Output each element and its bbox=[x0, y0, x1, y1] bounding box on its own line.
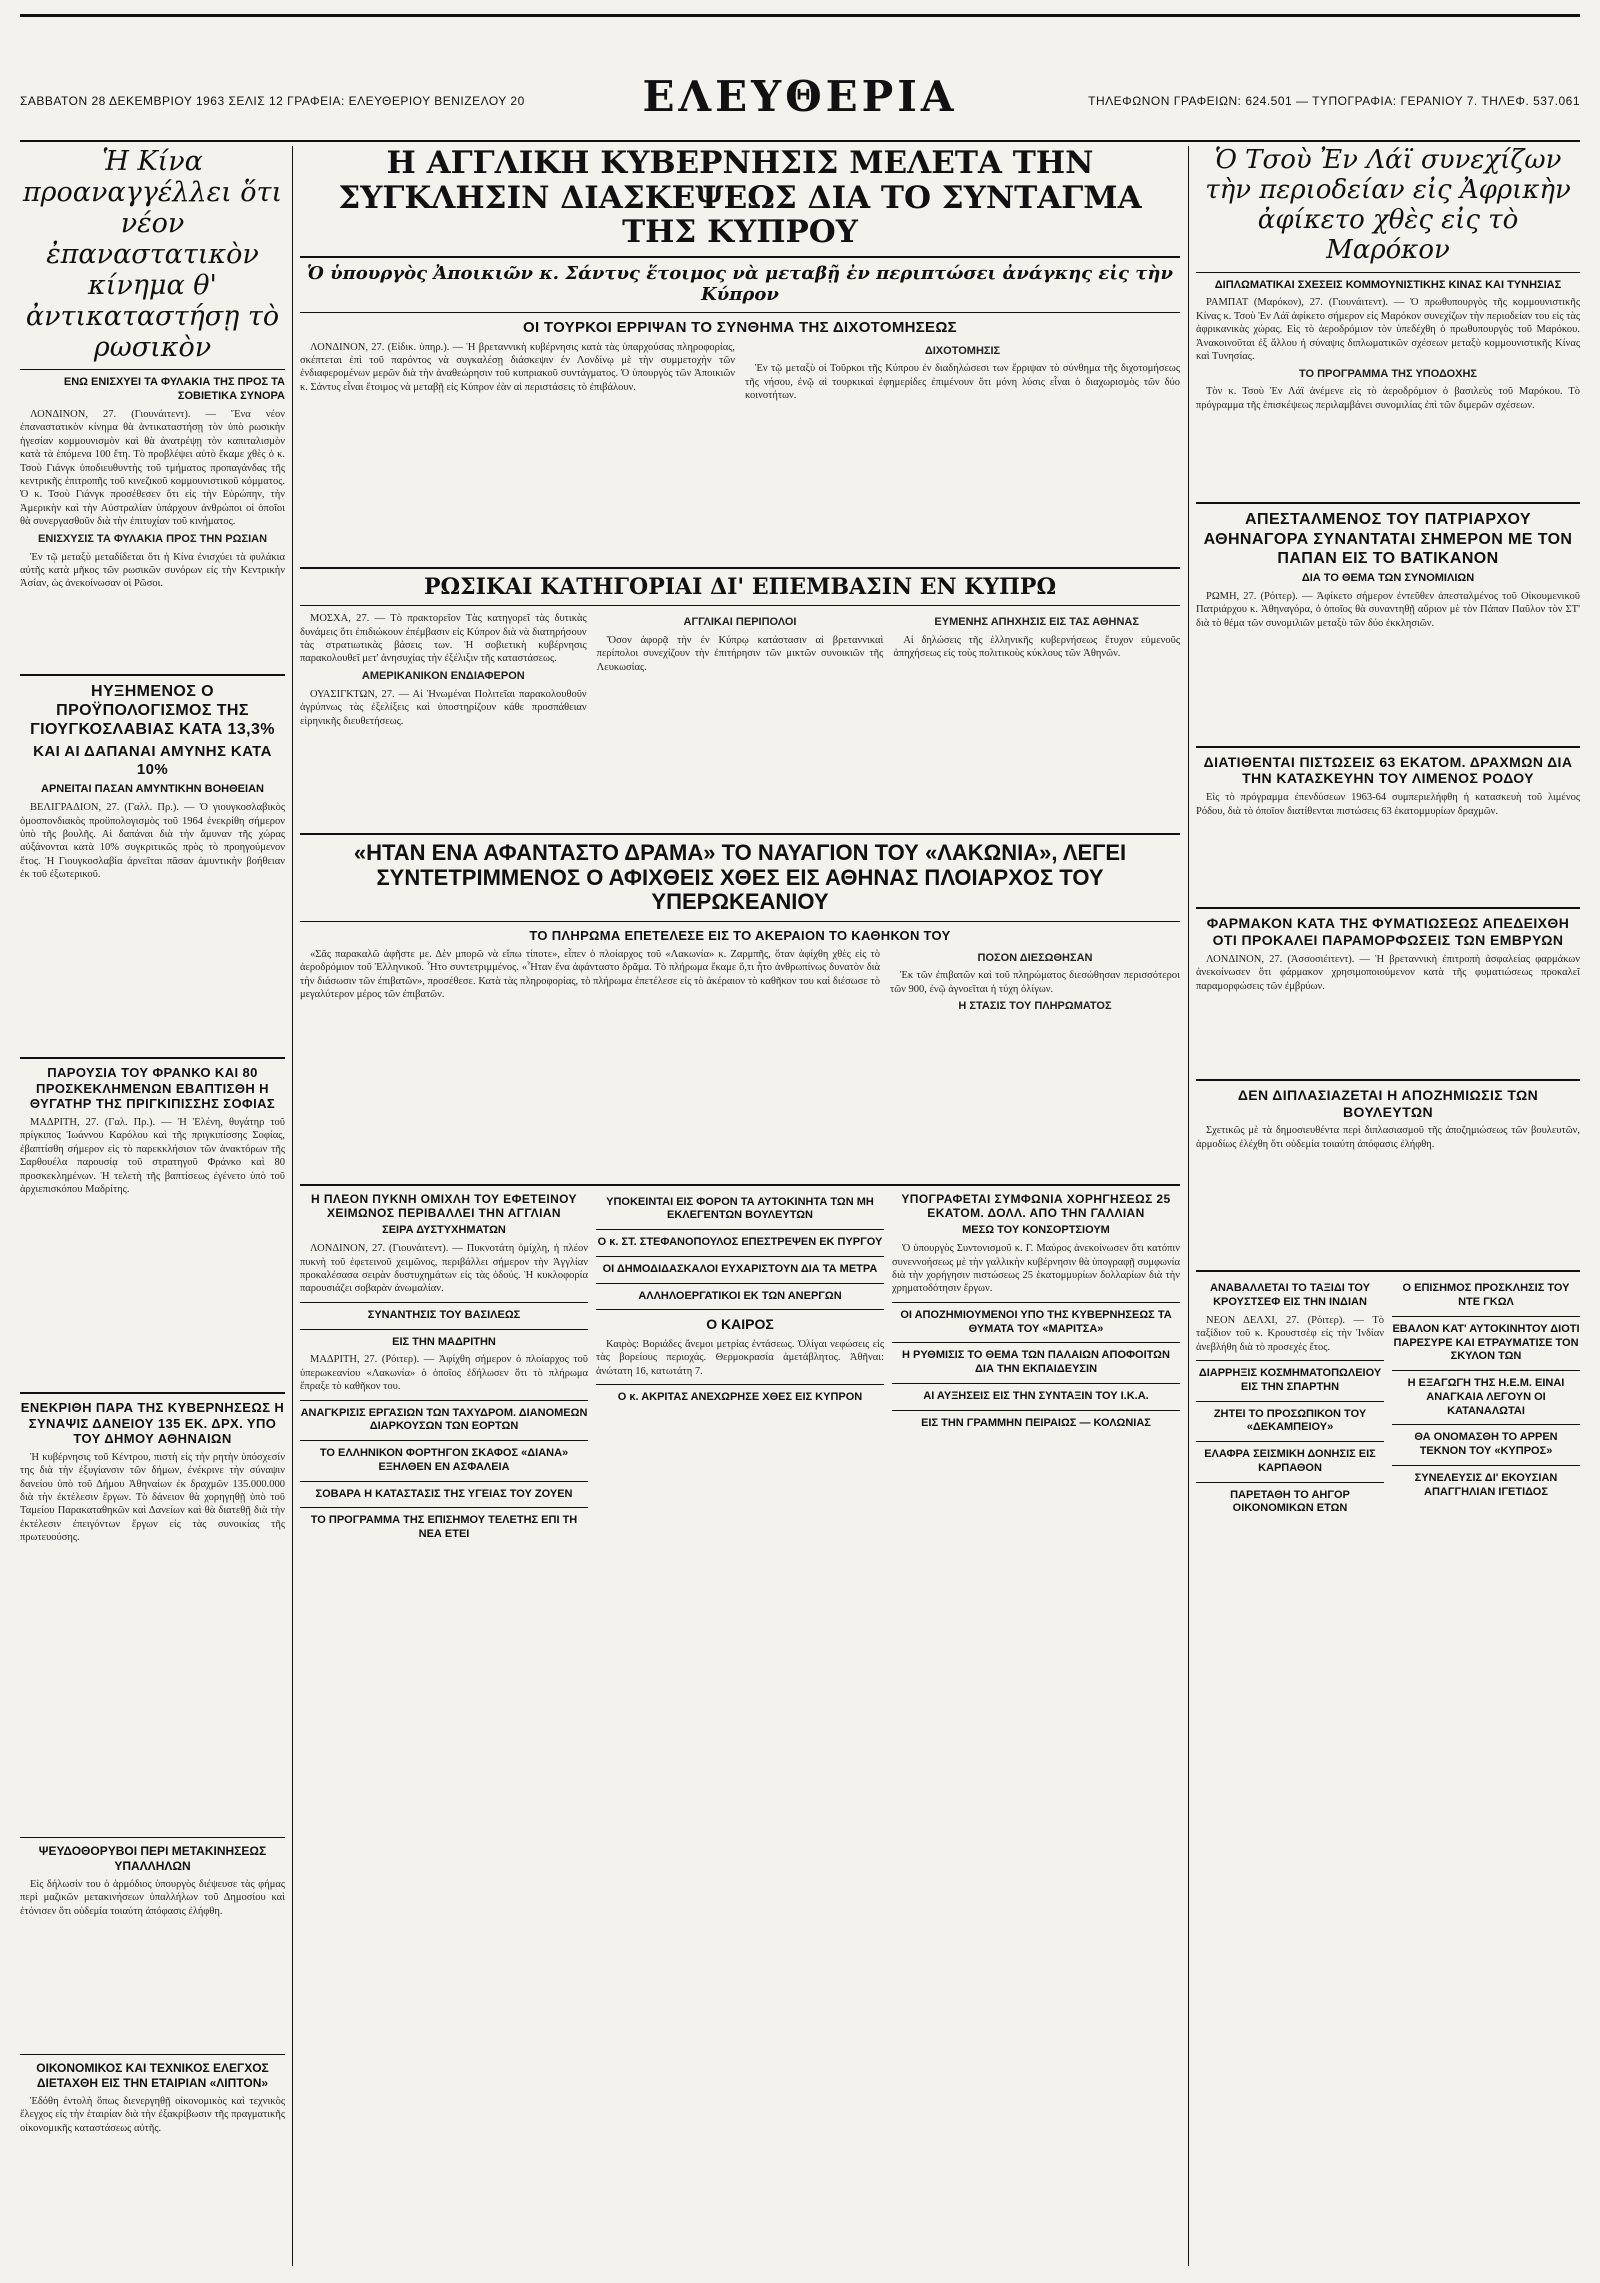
cars-headline: ΥΠΟΚΕΙΝΤΑΙ ΕΙΣ ΦΟΡΟΝ ΤΑ ΑΥΤΟΚΙΝΗΤΑ ΤΩΝ ΜΗ ΕΚΛΕΓΕΝΤΩΝ ΒΟΥΛΕΥΤΩΝ bbox=[606, 1195, 874, 1222]
russian-headline: ΡΩΣΙΚΑΙ ΚΑΤΗΓΟΡΙΑΙ ΔΙ' ΕΠΕΜΒΑΣΙΝ ΕΝ ΚΥΠΡΩ bbox=[423, 573, 1057, 600]
economic-headline: ΟΙΚΟΝΟΜΙΚΟΣ ΚΑΙ ΤΕΧΝΙΚΟΣ ΕΛΕΓΧΟΣ ΔΙΕΤΑΧΘΗ ΕΙΣ ΤΗΝ ΕΤΑΙΡΙΑΝ «ΛΙΠΤΟΝ» bbox=[36, 2060, 269, 2090]
lakonia-headline: «ΗΤΑΝ ΕΝΑ ΑΦΑΝΤΑΣΤΟ ΔΡΑΜΑ» ΤΟ ΝΑΥΑΓΙΟΝ ΤΟΥ «ΛΑΚΩΝΙΑ», ΛΕΓΕΙ ΣΥΝΤΕΤΡΙΜΜΕΝΟΣ Ο ΑΦΙΧΘΕΙΣ ΧΘΕΣ ΕΙΣ ΑΘΗΝΑΣ ΠΛΟΙΑΡΧΟΣ ΤΟΥ ΥΠΕΡΩΚΕΑΝΙΟΥ bbox=[353, 840, 1127, 915]
mps-headline: ΔΕΝ ΔΙΠΛΑΣΙΑΖΕΤΑΙ Η ΑΠΟΖΗΜΙΩΣΙΣ ΤΩΝ ΒΟΥΛΕΥΤΩΝ bbox=[1237, 1086, 1539, 1120]
stance-subhead: Η ΣΤΑΣΙΣ ΤΟΥ ΠΛΗΡΩΜΑΤΟΣ bbox=[958, 1000, 1112, 1013]
ika-headline: ΑΙ ΑΥΞΗΣΕΙΣ ΕΙΣ ΤΗΝ ΣΥΝΤΑΞΙΝ ΤΟΥ Ι.Κ.Α. bbox=[923, 1389, 1149, 1402]
franco-headline: ΠΑΡΟΥΣΙΑ ΤΟΥ ΦΡΑΝΚΟ ΚΑΙ 80 ΠΡΟΣΚΕΚΛΗΜΕΝΩΝ ΕΒΑΠΤΙΣΘΗ Η ΘΥΓΑΤΗΡ ΤΗΣ ΠΡΙΓΚΙΠΙΣΣΗΣ ΣΟΦΙΑΣ bbox=[29, 1065, 276, 1112]
american-article-text: ΟΥΑΣΙΓΚΤΩΝ, 27. — Αἱ Ἡνωμέναι Πολιτεῖαι παρακολουθοῦν ἀγρύπνως τὰς ἐξελίξεις καὶ ὑποστηρίζουν κάθε προσπάθειαν εἰρηνικῆς διευθετήσεως. bbox=[300, 688, 587, 727]
american-subhead: ΑΜΕΡΙΚΑΝΙΚΟΝ ΕΝΔΙΑΦΕΡΟΝ bbox=[361, 669, 525, 682]
franco-article bbox=[20, 1116, 285, 1386]
yugoslavia-headline-2: ΚΑΙ ΑΙ ΔΑΠΑΝΑΙ ΑΜΥΝΗΣ ΚΑΤΑ 10% bbox=[33, 743, 272, 779]
arch-headline: ΘΑ ΟΝΟΜΑΣΘΗ ΤΟ ΑΡΡΕΝ ΤΕΚΝΟΝ ΤΟΥ «ΚΥΠΡΟΣ» bbox=[1414, 1431, 1558, 1458]
justice-headline: ΖΗΤΕΙ ΤΟ ΠΡΟΣΩΠΙΚΟΝ ΤΟΥ «ΔΕΚΑΜΠΕΙΟΥ» bbox=[1213, 1407, 1367, 1434]
reception-article-text: Τὸν κ. Τσοὺ Ἐν Λάϊ ἀνέμενε εἰς τὸ ἀεροδρόμιον ὁ βασιλεὺς τοῦ Μαρόκου. Τὸ πρόγραμμα τῆς ἐπισκέψεως περιλαμβάνει συνομιλίας ἐπὶ τῶν διμερῶν σχέσεων. bbox=[1196, 386, 1580, 411]
drug-article bbox=[1196, 953, 1580, 1073]
dicho-subhead: ΔΙΧΟΤΟΜΗΣΙΣ bbox=[924, 344, 1001, 357]
madrid-article bbox=[300, 1353, 588, 1393]
seism-headline: ΕΛΑΦΡΑ ΣΕΙΣΜΙΚΗ ΔΟΝΗΣΙΣ ΕΙΣ ΚΑΡΠΑΘΟΝ bbox=[1204, 1448, 1376, 1474]
fog-headline: Η ΠΛΕΟΝ ΠΥΚΝΗ ΟΜΙΧΛΗ ΤΟΥ ΕΦΕΤΕΙΝΟΥ ΧΕΙΜΩΝΟΣ ΠΕΡΙΒΑΛΛΕΙ ΤΗΝ ΑΓΓΛΙΑΝ bbox=[311, 1191, 577, 1221]
china-article-text-2: Ἐν τῷ μεταξὺ μεταδίδεται ὅτι ἡ Κίνα ἐνισχύει τὰ φυλάκια αὐτῆς κατὰ μῆκος τῶν ρωσικῶν συνόρων εἰς τὴν Κεντρικὴν Ἀσίαν, ὡς ἀνεκοίνωσαν οἱ Ρῶσοι. bbox=[20, 551, 285, 590]
loan-article-text: Ἡ κυβέρνησις τοῦ Κέντρου, πιστὴ εἰς τὴν ρητὴν ὑπόσχεσίν της διὰ τὴν ἐξυγίανσιν τῶν δήμων, ἐνέκρινε τὴν σύναψιν δανείου ὑπὸ τοῦ Δήμου Ἀθηναίων ἐκ δραχμῶν 135.000.000 διὰ τὴν ἐκτέλεσιν ἔργων. Τὸ δάνειον θὰ χορηγηθῇ ὑπὸ τοῦ Ταμείου Παρακαταθηκῶν καὶ Δανείων καὶ θὰ διατεθῇ διὰ τὴν ἐκτέλεσιν ἐπειγόντων ἔργων εἰς τὰς συνοικίας τῆς πρωτευούσης. bbox=[20, 1451, 285, 1544]
lakonia-side-col bbox=[890, 948, 1180, 1178]
rumors-article-text: Εἰς δήλωσίν του ὁ ἁρμόδιος ὑπουργὸς διέψευσε τὰς φήμας περὶ μαζικῶν μετακινήσεων ὑπαλλήλων τοῦ Δημοσίου καὶ ἐτόνισεν ὅτι οὐδεμία τοιαύτη ἀπόφασις ἐλήφθη. bbox=[20, 1878, 285, 1917]
patrol-article-text: Ὅσον ἀφορᾷ τὴν ἐν Κύπρῳ κατάστασιν αἱ βρεταννικαὶ περίπολοι συνεχίζουν τὴν ἐπιτήρησιν τῶν μικτῶν συνοικιῶν τῆς Λευκωσίας. bbox=[596, 634, 884, 673]
newspaper-title: ΕΛΕΥΘΕΡΙΑ bbox=[642, 72, 958, 121]
rhodes-article bbox=[1196, 791, 1580, 901]
king-health-headline: ΣΟΒΑΡΑ Η ΚΑΤΑΣΤΑΣΙΣ ΤΗΣ ΥΓΕΙΑΣ ΤΟΥ ΖΟΥΕΝ bbox=[315, 1487, 573, 1500]
patriarch-headline: ΑΠΕΣΤΑΛΜΕΝΟΣ ΤΟΥ ΠΑΤΡΙΑΡΧΟΥ ΑΘΗΝΑΓΟΡΑ ΣΥΝΑΝΤΑΤΑΙ ΣΗΜΕΡΟΝ ΜΕ ΤΟΝ ΠΑΠΑΝ ΕΙΣ ΤΟ ΒΑΤΙΚΑΝΟΝ bbox=[1203, 511, 1573, 567]
embassy-subhead: ΕΥΜΕΝΗΣ ΑΠΗΧΗΣΙΣ ΕΙΣ ΤΑΣ ΑΘΗΝΑΣ bbox=[934, 616, 1139, 629]
right-lower-col-2 bbox=[1392, 1278, 1580, 2098]
dicho-article-text: Ἐν τῷ μεταξὺ οἱ Τοῦρκοι τῆς Κύπρου ἐν διαδηλώσεσι των ἔρριψαν τὸ σύνθημα τῆς διχοτομήσεως τῆς νήσου, ἐνῷ αἱ τουρκικαὶ ἐφημερίδες ἐπιμένουν ὅτι μόνη λύσις εἶναι ὁ διαχωρισμὸς τῶν δύο κοινοτήτων. bbox=[745, 363, 1180, 402]
rhodes-headline: ΔΙΑΤΙΘΕΝΤΑΙ ΠΙΣΤΩΣΕΙΣ 63 ΕΚΑΤΟΜ. ΔΡΑΧΜΩΝ ΔΙΑ ΤΗΝ ΚΑΤΑΣΚΕΥΗΝ ΤΟΥ ΛΙΜΕΝΟΣ ΡΟΔΟΥ bbox=[1203, 753, 1573, 787]
mps-article-text: Σχετικῶς μὲ τὰ δημοσιευθέντα περὶ διπλασιασμοῦ τῆς ἀποζημιώσεως τῶν βουλευτῶν, ἁρμοδίως ἐλέχθη ὅτι οὐδεμία τοιαύτη ἀπόφασις ἐλήφθη. bbox=[1196, 1125, 1580, 1150]
unions-headline: ΣΥΝΕΛΕΥΣΙΣ ΔΙ' ΕΚΟΥΣΙΑΝ ΑΠΑΓΓΗΛΙΑΝ ΙΓΕΤΙΔΟΣ bbox=[1414, 1471, 1558, 1498]
towers-headline: Ο κ. ΣΤ. ΣΤΕΦΑΝΟΠΟΥΛΟΣ ΕΠΕΣΤΡΕΨΕΝ ΕΚ ΠΥΡΓΟΥ bbox=[597, 1236, 883, 1249]
embassy-article-text: Αἱ δηλώσεις τῆς ἑλληνικῆς κυβερνήσεως ἔτυχον εὐμενοῦς ἀπηχήσεως εἰς τοὺς πολιτικοὺς κύκλους τῶν Ἀθηνῶν. bbox=[893, 634, 1180, 660]
lakonia-article-text: «Σᾶς παρακαλῶ ἀφῆστε με. Δὲν μπορῶ νὰ εἴπω τίποτε», εἶπεν ὁ πλοίαρχος τοῦ «Λακωνία» κ. Ζαρμπῆς, ὅταν ἀφίχθη χθὲς εἰς τὸ ἀεροδρόμιον τοῦ Ἑλληνικοῦ. Ἦτο συντετριμμένος. «Ἦταν ἕνα ἀφάνταστο δρᾶμα. Τὸ πλήρωμα ἔκαμε ὅ,τι ἦτο ἀνθρωπίνως δυνατὸν διὰ τὴν διάσωσιν τῶν ἐπιβατῶν», προσέθεσε. Κατὰ τὰς πληροφορίας, τὸ πλήρωμα ἐπετέλεσε εἰς τὸ ἀκέραιον τὸ καθῆκον του καὶ διέσωσε τὸ μεγαλύτερον μέρος τῶν ἐπιβατῶν. bbox=[300, 948, 880, 1000]
deadline-headline: ΠΑΡΕΤΑΘΗ ΤΟ ΑΗΓΟΡ ΟΙΚΟΝΟΜΙΚΩΝ ΕΤΩΝ bbox=[1230, 1488, 1350, 1515]
rhodes-article-text: Εἰς τὸ πρόγραμμα ἐπενδύσεων 1963-64 συμπεριελήφθη ἡ κατασκευὴ τοῦ λιμένος Ρόδου, διὰ τὸ ὁποῖον διατίθενται πιστώσεις 63 ἑκατομμυρίων δραχμῶν. bbox=[1196, 792, 1580, 817]
line-headline: ΕΙΣ ΤΗΝ ΓΡΑΜΜΗΝ ΠΕΙΡΑΙΩΣ — ΚΟΛΩΝΙΑΣ bbox=[921, 1416, 1151, 1429]
dicho-article-col bbox=[745, 341, 1180, 561]
rumors-headline: ΨΕΥΔΟΘΟΡΥΒΟΙ ΠΕΡΙ ΜΕΤΑΚΙΝΗΣΕΩΣ ΥΠΑΛΛΗΛΩΝ bbox=[38, 1843, 267, 1873]
yugoslavia-article bbox=[20, 801, 285, 1051]
nem-headline: Η ΕΞΑΓΩΓΗ ΤΗΣ Η.Ε.Μ. ΕΙΝΑΙ ΑΝΑΓΚΑΙΑ ΛΕΓΟΥΝ ΟΙ ΚΑΤΑΝΑΛΩΤΑΙ bbox=[1407, 1377, 1565, 1417]
lakonia-article-col bbox=[300, 948, 880, 1178]
degaulle-headline: Ο ΕΠΙΣΗΜΟΣ ΠΡΟΣΚΛΗΣΙΣ ΤΟΥ ΝΤΕ ΓΚΩΛ bbox=[1402, 1282, 1570, 1309]
weather-article-text: Καιρὸς: Βοριάδες ἄνεμοι μετρίας ἐντάσεως. Ὀλίγαι νεφώσεις εἰς τὰς βορείους περιοχάς. Θερμοκρασία ἀμετάβλητος. Ἀθῆναι: ἀνώτατη 16, κατωτάτη 7. bbox=[596, 1338, 884, 1377]
dog-car-headline: ΕΒΑΛΟΝ ΚΑΤ' ΑΥΤΟΚΙΝΗΤΟΥ ΔΙΟΤΙ ΠΑΡΕΣΥΡΕ ΚΑΙ ΕΤΡΑΥΜΑΤΙΣΕ ΤΟΝ ΣΚΥΛΟΝ ΤΩΝ bbox=[1392, 1322, 1580, 1363]
lakonia-article bbox=[300, 948, 1180, 1178]
chou-article bbox=[1196, 296, 1580, 496]
demo-headline: ΟΙ ΔΗΜΟΔΙΔΑΣΚΑΛΟΙ ΕΥΧΑΡΙΣΤΟΥΝ ΔΙΑ ΤΑ ΜΕΤΡΑ bbox=[602, 1262, 878, 1275]
top-rule bbox=[20, 14, 1580, 17]
masthead-date-info: ΣΑΒΒΑΤΟΝ 28 ΔΕΚΕΜΒΡΙΟΥ 1963 ΣΕΛΙΣ 12 ΓΡΑΦΕΙΑ: ΕΛΕΥΘΕΡΙΟΥ ΒΕΝΙΖΕΛΟΥ 20 bbox=[20, 94, 525, 108]
patriarch-article-text: ΡΩΜΗ, 27. (Ρόιτερ). — Ἀφίκετο σήμερον ἐντεῦθεν ἀπεσταλμένος τοῦ Οἰκουμενικοῦ Πατριάρχου κ. Ἀθηναγόρα, ὁ ὁποῖος θὰ συναντηθῇ αὔριον μὲ τὸν Πάπαν Παῦλον τὸν ΣΤ' διὰ τὸ θέμα τῶν συνομιλιῶν μεταξὺ τῶν δύο ἐκκλησιῶν. bbox=[1196, 590, 1580, 629]
madrid-subhead: ΕΙΣ ΤΗΝ ΜΑΔΡΙΤΗΝ bbox=[392, 1335, 496, 1348]
patrol-article-col bbox=[597, 612, 884, 827]
fog-article-text: ΛΟΝΔΙΝΟΝ, 27. (Γιουνάιτεντ). — Πυκνοτάτη ὀμίχλη, ἡ πλέον πυκνὴ τοῦ ἐφετεινοῦ χειμῶνος, περιβάλλει σήμερον τὴν Ἀγγλίαν προκαλέσασα σειρὰν δυστυχημάτων εἰς τὰς ὁδούς. Ἡ κυκλοφορία παρουσιάζει σοβαρὰν ἀνωμαλίαν. bbox=[300, 1243, 588, 1295]
cyprus-article-text: ΛΟΝΔΙΝΟΝ, 27. (Εἰδικ. ὑπηρ.). — Ἡ βρεταννικὴ κυβέρνησις κατὰ τὰς ὑπαρχούσας πληροφορίας, σκέπτεται ἐπὶ τοῦ παρόντος νὰ συγκαλέσῃ διάσκεψιν ἐν Λονδίνῳ μὲ τὴν συμμετοχὴν τῶν ἐνδιαφερομένων μερῶν διὰ τὴν ἀναθεώρησιν τοῦ κυπριακοῦ συντάγματος. Ὁ ὑπουργὸς τῶν Ἀποικιῶν κ. Σάντυς εἶναι ἕτοιμος νὰ μεταβῇ εἰς Κύπρον ἐὰν αἱ περιστάσεις τὸ ἐπιβάλουν. bbox=[300, 341, 735, 393]
center-lower-col-2 bbox=[596, 1192, 884, 2283]
chou-headline: Ὁ Τσοὺ Ἐν Λάϊ συνεχίζων τὴν περιοδείαν εἰς Ἀφρικὴν ἀφίκετο χθὲς εἰς τὸ Μαρόκον bbox=[1205, 145, 1571, 265]
russian-article bbox=[300, 612, 1180, 827]
india-headline: ΑΝΑΒΑΛΛΕΤΑΙ ΤΟ ΤΑΞΙΔΙ ΤΟΥ ΚΡΟΥΣΤΣΕΦ ΕΙΣ ΤΗΝ ΙΝΔΙΑΝ bbox=[1210, 1282, 1370, 1309]
sparta-headline: ΔΙΑΡΡΗΞΙΣ ΚΟΣΜΗΜΑΤΟΠΩΛΕΙΟΥ ΕΙΣ ΤΗΝ ΣΠΑΡΤΗΝ bbox=[1198, 1367, 1382, 1393]
column-rule bbox=[292, 146, 293, 2266]
china-subhead-2: ΕΝΙΣΧΥΣΙΣ ΤΑ ΦΥΛΑΚΙΑ ΠΡΟΣ ΤΗΝ ΡΩΣΙΑΝ bbox=[37, 532, 268, 545]
madrid-article-text: ΜΑΔΡΙΤΗ, 27. (Ρόιτερ). — Ἀφίχθη σήμερον ὁ πλοίαρχος τοῦ ὑπερωκεανίου «Λακωνία» ὁ ὁποῖος ἐδήλωσεν ὅτι τὸ πλήρωμα ἔπραξε τὸ καθῆκον του. bbox=[300, 1354, 588, 1393]
center-lower-col-3 bbox=[892, 1192, 1180, 2283]
yugoslavia-article-text: ΒΕΛΙΓΡΑΔΙΟΝ, 27. (Γαλλ. Πρ.). — Ὁ γιουγκοσλαβικὸς ὁμοσπονδιακὸς προϋπολογισμὸς τοῦ 1964 ἐνεκρίθη σήμερον ὑπὸ τῆς βουλῆς. Αἱ δαπάναι διὰ τὴν ἄμυναν τῆς χώρας αὐξάνονται κατὰ 10% συγκριτικῶς πρὸς τὸ προηγούμενον ἔτος. Ἡ Γιουγκοσλαβία ἀρνεῖται πᾶσαν ἀμυντικὴν βοήθειαν ἐκ τοῦ ἐξωτερικοῦ. bbox=[20, 802, 285, 881]
china-subhead: ΕΝΩ ΕΝΙΣΧΥΕΙ ΤΑ ΦΥΛΑΚΙΑ ΤΗΣ ΠΡΟΣ ΤΑ ΣΟΒΙΕΤΙΚΑ ΣΥΝΟΡΑ bbox=[63, 376, 285, 403]
lakonia-subhead: ΤΟ ΠΛΗΡΩΜΑ ΕΠΕΤΕΛΕΣΕ ΕΙΣ ΤΟ ΑΚΕΡΑΙΟΝ ΤΟ ΚΑΘΗΚΟΝ ΤΟΥ bbox=[529, 928, 951, 944]
weather-headline: Ο ΚΑΙΡΟΣ bbox=[706, 1316, 774, 1333]
mutual-headline: ΑΛΛΗΛΟΕΡΓΑΤΙΚΟΙ ΕΚ ΤΩΝ ΑΝΕΡΓΩΝ bbox=[638, 1289, 842, 1302]
franco-article-text: ΜΑΔΡΙΤΗ, 27. (Γαλ. Πρ.). — Ἡ Ἑλένη, θυγάτηρ τοῦ πρίγκιπος Ἰωάννου Καρόλου καὶ τῆς πριγκιπίσσης Σοφίας, ἐβαπτίσθη σήμερον εἰς τὸ παρεκκλήσιον τῶν ἀνακτόρων τῆς Σαρθουέλα παρουσίᾳ τοῦ στρατηγοῦ Φράνκο καὶ 80 προσκεκλημένων. Ἡ τελετὴ τῆς βαπτίσεως ἐγένετο ὑπὸ τοῦ ἀρχιεπισκόπου Μαδρίτης. bbox=[20, 1116, 285, 1196]
drug-headline: ΦΑΡΜΑΚΟΝ ΚΑΤΑ ΤΗΣ ΦΥΜΑΤΙΩΣΕΩΣ ΑΠΕΔΕΙΧΘΗ ΟΤΙ ΠΡΟΚΑΛΕΙ ΠΑΡΑΜΟΡΦΩΣΕΙΣ ΤΩΝ ΕΜΒΡΥΩΝ bbox=[1206, 915, 1570, 949]
greek-mail-headline: ΑΝΑΓΚΡΙΣΙΣ ΕΡΓΑΣΙΩΝ ΤΩΝ ΤΑΧΥΔΡΟΜ. ΔΙΑΝΟΜΕΩΝ ΔΙΑΡΚΟΥΣΩΝ ΤΩΝ ΕΟΡΤΩΝ bbox=[300, 1406, 588, 1433]
cyprus-article bbox=[300, 341, 1180, 561]
money-subhead: ΠΟΣΟΝ ΔΙΕΣΩΘΗΣΑΝ bbox=[977, 951, 1093, 964]
masthead bbox=[20, 14, 1580, 142]
pension-headline: Η ΡΥΘΜΙΣΙΣ ΤΟ ΘΕΜΑ ΤΩΝ ΠΑΛΑΙΩΝ ΑΠΟΦΟΙΤΩΝ ΔΙΑ ΤΗΝ ΕΚΠΑΙΔΕΥΣΙΝ bbox=[902, 1349, 1170, 1376]
turks-headline: ΟΙ ΤΟΥΡΚΟΙ ΕΡΡΙΨΑΝ ΤΟ ΣΥΝΘΗΜΑ ΤΗΣ ΔΙΧΟΤΟΜΗΣΕΩΣ bbox=[523, 318, 957, 336]
cyprus-main-subhead: Ὁ ὑπουργὸς Ἀποικιῶν κ. Σάντυς ἕτοιμος νὰ μεταβῇ ἐν περιπτώσει ἀνάγκης εἰς τὴν Κύπρον bbox=[307, 263, 1173, 305]
patriarch-article bbox=[1196, 590, 1580, 740]
chou-article-text: ΡΑΜΠΑΤ (Μαρόκον), 27. (Γιουνάιτεντ). — Ὁ πρωθυπουργὸς τῆς κομμουνιστικῆς Κίνας κ. Τσοὺ Ἐν Λάϊ ἀφίκετο σήμερον εἰς Μαρόκον συνεχίζων τὴν περιοδείαν του εἰς τὰς ἀφρικανικὰς χώρας. Εἰς τὸ ἀεροδρόμιον τὸν ὑπεδέχθη ὁ πρωθυπουργὸς τοῦ Μαρόκου. Ἀνακοινοῦται ἐξ ἄλλου ἡ σύναψις διπλωματικῶν σχέσεων μεταξὺ κομμουνιστικῆς Κίνας καὶ Τυνησίας. bbox=[1196, 297, 1580, 363]
china-article bbox=[20, 408, 285, 668]
mps-article bbox=[1196, 1124, 1580, 1264]
india-article bbox=[1196, 1314, 1384, 1354]
program-headline: ΤΟ ΠΡΟΓΡΑΜΜΑ ΤΗΣ ΕΠΙΣΗΜΟΥ ΤΕΛΕΤΗΣ ΕΠΙ ΤΗ ΝΕΑ ΕΤΕΙ bbox=[310, 1514, 578, 1541]
akritas-headline: Ο κ. ΑΚΡΙΤΑΣ ΑΝΕΧΩΡΗΣΕ ΧΘΕΣ ΕΙΣ ΚΥΠΡΟΝ bbox=[617, 1391, 863, 1404]
economic-article bbox=[20, 2095, 285, 2255]
right-lower-col-1 bbox=[1196, 1278, 1384, 2098]
yugoslavia-headline: ΗΥΞΗΜΕΝΟΣ Ο ΠΡΟΫΠΟΛΟΓΙΣΜΟΣ ΤΗΣ ΓΙΟΥΓΚΟΣΛΑΒΙΑΣ ΚΑΤΑ 13,3% bbox=[30, 682, 275, 739]
patrol-subhead: ΑΓΓΛΙΚΑΙ ΠΕΡΙΠΟΛΟΙ bbox=[683, 616, 797, 629]
russian-article-col bbox=[300, 612, 587, 827]
patriarch-subhead: ΔΙΑ ΤΟ ΘΕΜΑ ΤΩΝ ΣΥΝΟΜΙΛΙΩΝ bbox=[1301, 571, 1475, 584]
column-rule bbox=[1188, 146, 1189, 2266]
center-column bbox=[300, 146, 1180, 2283]
newspaper-page bbox=[20, 14, 1580, 2269]
embassy-article-col bbox=[893, 612, 1180, 827]
china-headline: Ἡ Κίνα προαναγγέλλει ὅτι νέον ἐπαναστατικὸν κίνημα θ' ἀντικαταστήσῃ τὸ ρωσικὸν bbox=[22, 146, 283, 364]
reception-subhead: ΤΟ ΠΡΟΓΡΑΜΜΑ ΤΗΣ ΥΠΟΔΟΧΗΣ bbox=[1298, 367, 1478, 380]
king-subhead: ΣΥΝΑΝΤΗΣΙΣ ΤΟΥ ΒΑΣΙΛΕΩΣ bbox=[367, 1308, 521, 1321]
france-article bbox=[892, 1242, 1180, 1296]
chou-subhead: ΔΙΠΛΩΜΑΤΙΚΑΙ ΣΧΕΣΕΙΣ ΚΟΜΜΟΥΝΙΣΤΙΚΗΣ ΚΙΝΑΣ ΚΑΙ ΤΥΝΗΣΙΑΣ bbox=[1214, 278, 1562, 291]
center-lower-grid bbox=[300, 1192, 1180, 2283]
russian-article-text: ΜΟΣΧΑ, 27. — Τὸ πρακτορεῖον Τὰς κατηγορεῖ τὰς δυτικὰς δυνάμεις ὅτι ἐπιδιώκουν ἐπέμβασιν εἰς Κύπρον διὰ νὰ διατηρήσουν τὰς στρατιωτικὰς βάσεις των. Ἡ σοβιετικὴ κυβέρνησις παρακολουθεῖ μετ' ἀνησυχίας τὴν ἐξέλιξιν τῆς καταστάσεως. bbox=[300, 613, 587, 665]
france-headline: ΥΠΟΓΡΑΦΕΤΑΙ ΣΥΜΦΩΝΙΑ ΧΟΡΗΓΗΣΕΩΣ 25 ΕΚΑΤΟΜ. ΔΟΛΛ. ΑΠΟ ΤΗΝ ΓΑΛΛΙΑΝ bbox=[901, 1191, 1171, 1221]
cyprus-main-headline: Η ΑΓΓΛΙΚΗ ΚΥΒΕΡΝΗΣΙΣ ΜΕΛΕΤΑ ΤΗΝ ΣΥΓΚΛΗΣΙΝ ΔΙΑΣΚΕΨΕΩΣ ΔΙΑ ΤΟ ΣΥΝΤΑΓΜΑ ΤΗΣ ΚΥΠΡΟΥ bbox=[338, 145, 1142, 251]
france-article-text: Ὁ ὑπουργὸς Συντονισμοῦ κ. Γ. Μαύρος ἀνεκοίνωσεν ὅτι κατόπιν συνεννοήσεως μὲ τὴν γαλλικὴν κυβέρνησιν θὰ ὑπογραφῇ συμφωνία διὰ τὴν χορήγησιν πιστώσεως 25 ἑκατομμυρίων δολλαρίων διὰ τὴν χρηματοδότησιν ἔργων. bbox=[892, 1243, 1180, 1295]
drug-article-text: ΛΟΝΔΙΝΟΝ, 27. (Ἀσσοσιέιτεντ). — Ἡ βρεταννικὴ ἐπιτροπὴ ἀσφαλείας φαρμάκων ἀνεκοίνωσεν ὅτι φάρμακον χρησιμοποιούμενον κατὰ τῆς φυματιώσεως προκαλεῖ παραμορφώσεις τῶν ἐμβρύων. bbox=[1196, 953, 1580, 992]
france-subhead: ΜΕΣΩ ΤΟΥ ΚΟΝΣΟΡΤΣΙΟΥΜ bbox=[962, 1224, 1110, 1237]
money-article-text: Ἐκ τῶν ἐπιβατῶν καὶ τοῦ πληρώματος διεσώθησαν περισσότεροι τῶν 900, ἐνῷ ἀγνοεῖται ἡ τύχη ὀλίγων. bbox=[890, 970, 1180, 995]
cyprus-article-col bbox=[300, 341, 735, 561]
center-lower-col-1 bbox=[300, 1192, 588, 2283]
weather-article bbox=[596, 1338, 884, 1378]
loan-headline: ΕΝΕΚΡΙΘΗ ΠΑΡΑ ΤΗΣ ΚΥΒΕΡΝΗΣΕΩΣ Η ΣΥΝΑΨΙΣ ΔΑΝΕΙΟΥ 135 ΕΚ. ΔΡΧ. ΥΠΟ ΤΟΥ ΔΗΜΟΥ ΑΘΗΝΑΙΩΝ bbox=[20, 1399, 285, 1447]
compensation-headline: ΟΙ ΑΠΟΖΗΜΙΟΥΜΕΝΟΙ ΥΠΟ ΤΗΣ ΚΥΒΕΡΝΗΣΕΩΣ ΤΑ ΘΥΜΑΤΑ ΤΟΥ «ΜΑΡΙΤΣΑ» bbox=[900, 1308, 1172, 1335]
ship-headline: ΤΟ ΕΛΛΗΝΙΚΟΝ ΦΟΡΤΗΓΟΝ ΣΚΑΦΟΣ «ΔΙΑΝΑ» ΕΞΗΛΘΕΝ ΕΝ ΑΣΦΑΛΕΙΑ bbox=[319, 1447, 569, 1473]
economic-article-text: Ἐδόθη ἐντολὴ ὅπως διενεργηθῇ οἰκονομικὸς καὶ τεχνικὸς ἔλεγχος εἰς τὴν ἑταιρίαν διὰ τὴν ἐξακρίβωσιν τῆς πραγματικῆς οἰκονομικῆς καταστάσεως αὐτῆς. bbox=[20, 2095, 285, 2134]
rumors-article bbox=[20, 1878, 285, 2048]
right-column bbox=[1196, 146, 1580, 2098]
fog-article bbox=[300, 1242, 588, 1296]
india-article-text: ΝΕΟΝ ΔΕΛΧΙ, 27. (Ρόιτερ). — Τὸ ταξίδιον τοῦ κ. Κρουστσὲφ εἰς τὴν Ἰνδίαν ἀνεβλήθη διὰ τὸ προσεχὲς ἔτος. bbox=[1196, 1314, 1384, 1353]
right-lower-grid bbox=[1196, 1278, 1580, 2098]
left-column bbox=[20, 146, 285, 2255]
yugoslavia-subhead: ΑΡΝΕΙΤΑΙ ΠΑΣΑΝ ΑΜΥΝΤΙΚΗΝ ΒΟΗΘΕΙΑΝ bbox=[41, 783, 264, 796]
china-article-text: ΛΟΝΔΙΝΟΝ, 27. (Γιουνάιτεντ). — Ἕνα νέον ἐπαναστατικὸν κίνημα θὰ ἀντικαταστήσῃ τὸν ὑπὸ ρωσικὴν ἡγεσίαν κομμουνισμὸν καὶ θὰ ἀνατρέψῃ τὸν καπιταλισμὸν κατὰ τὰ ἑπόμενα 100 ἔτη. Τὸ προβλέψει αὐτὸ ἔκαμε χθὲς ὁ κ. Τσοὺ Γιάνγκ ὑποδιευθυντὴς τοῦ τμήματος προπαγάνδας τῆς κεντρικῆς ἐπιτροπῆς τοῦ κινεζικοῦ κομμουνιστικοῦ κόμματος. Ὁ κ. Τσοὺ Γιάνγκ προσέθεσεν ὅτι εἰς τὴν Εὐρώπην, τὴν Ἀμερικὴν καὶ τὴν Αὐστραλίαν ὑπάρχουν ἀνθρώποι οἱ ὁποῖοι θὰ συνεργασθοῦν διὰ τὴν ἐπιτυχίαν τοῦ κινήματος. bbox=[20, 408, 285, 528]
loan-article bbox=[20, 1451, 285, 1831]
masthead-phone-info: ΤΗΛΕΦΩΝΟΝ ΓΡΑΦΕΙΩΝ: 624.501 — ΤΥΠΟΓΡΑΦΙΑ: ΓΕΡΑΝΙΟΥ 7. ΤΗΛΕΦ. 537.061 bbox=[1088, 94, 1580, 108]
fog-subhead: ΣΕΙΡΑ ΔΥΣΤΥΧΗΜΑΤΩΝ bbox=[382, 1224, 506, 1237]
